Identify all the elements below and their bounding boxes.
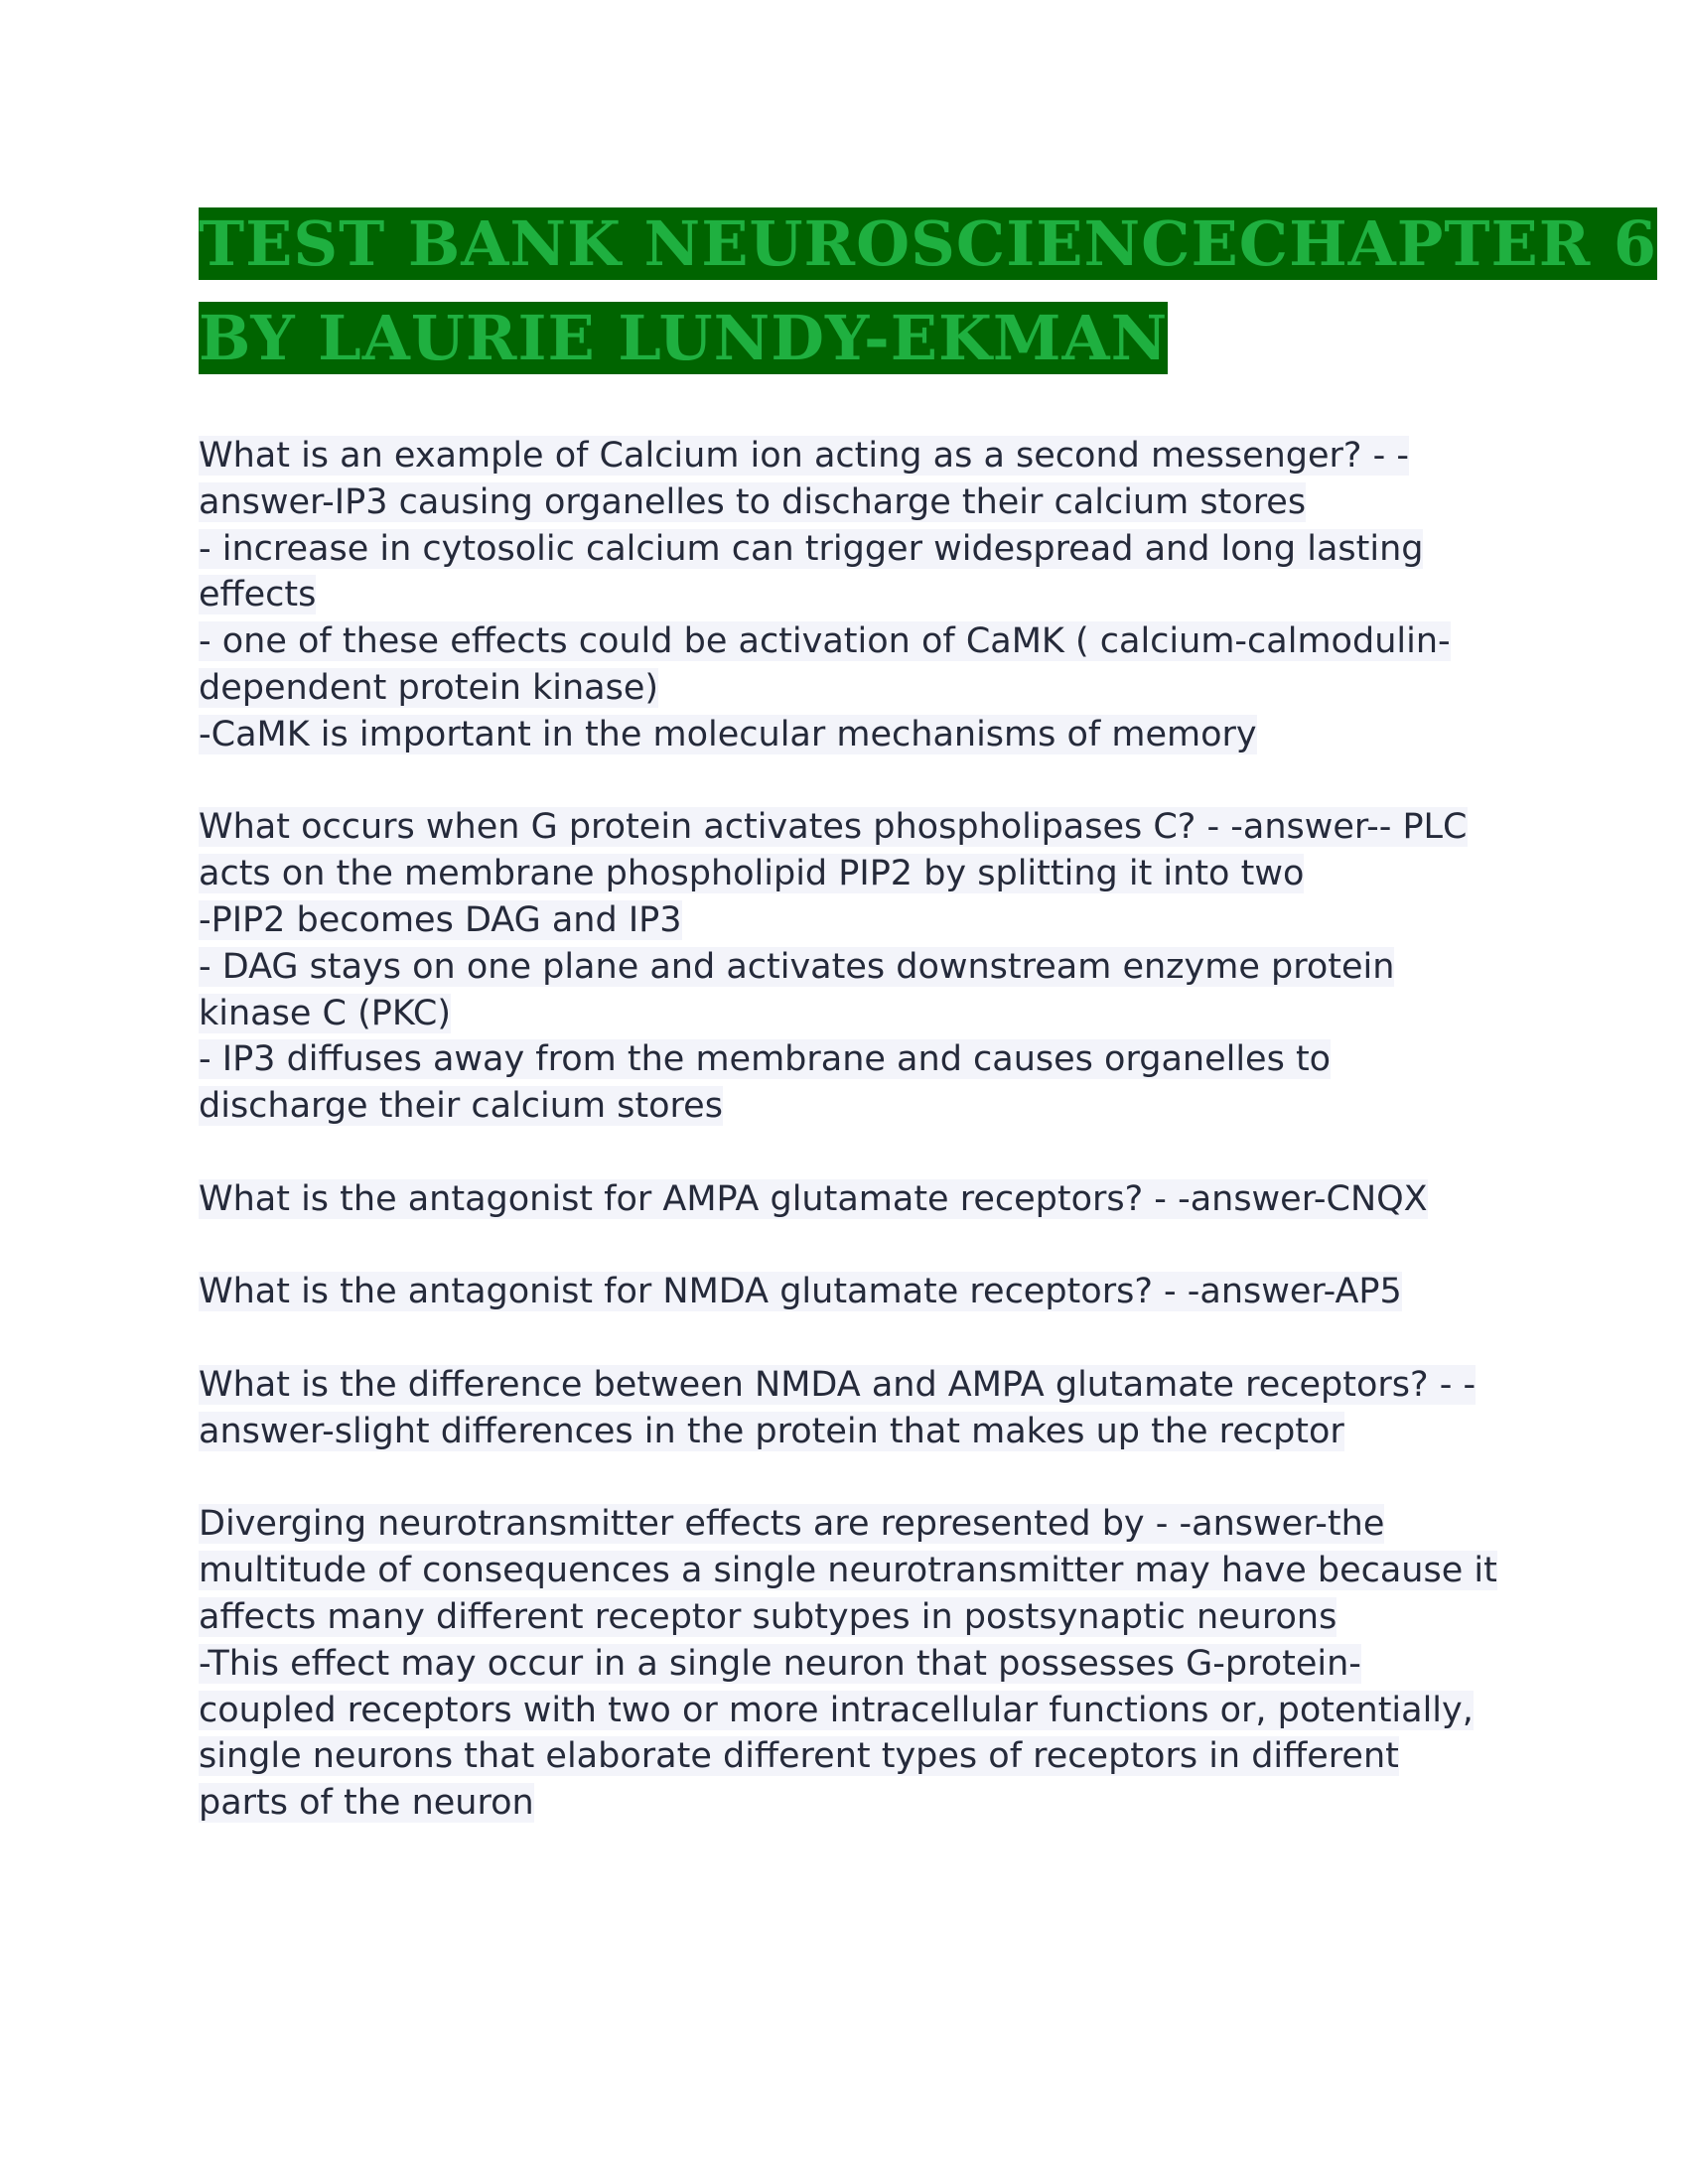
text-line: Diverging neurotransmitter effects are represented by - -answer-the xyxy=(199,1504,1385,1545)
text-line: -PIP2 becomes DAG and IP3 xyxy=(199,899,682,940)
text-line: answer-slight differences in the protein that makes up the recptor xyxy=(199,1411,1344,1451)
text-line: What is the difference between NMDA and AMPA glutamate receptors? - - xyxy=(199,1364,1477,1405)
qa-block xyxy=(199,433,1509,758)
text-line: discharge their calcium stores xyxy=(199,1086,723,1127)
document-title xyxy=(199,197,1658,385)
title-line: BY LAURIE LUNDY-EKMAN xyxy=(199,302,1169,374)
qa-block xyxy=(199,1501,1509,1827)
text-line: What is an example of Calcium ion acting as a second messenger? - - xyxy=(199,436,1410,476)
text-line: dependent protein kinase) xyxy=(199,667,659,708)
text-line: affects many different receptor subtypes in postsynaptic neurons xyxy=(199,1596,1337,1637)
text-line: -This effect may occur in a single neuron that possesses G-protein- xyxy=(199,1643,1361,1684)
text-line: - IP3 diffuses away from the membrane and causes organelles to xyxy=(199,1039,1332,1080)
text-line: What is the antagonist for AMPA glutamate receptors? - -answer-CNQX xyxy=(199,1178,1428,1219)
text-line: multitude of consequences a single neurotransmitter may have because it xyxy=(199,1551,1497,1591)
title-line: TEST BANK NEUROSCIENCECHAPTER 6 xyxy=(199,207,1658,280)
text-line: - one of these effects could be activation of CaMK ( calcium-calmodulin- xyxy=(199,621,1451,662)
qa-block xyxy=(199,804,1509,1130)
text-line: -CaMK is important in the molecular mechanisms of memory xyxy=(199,714,1257,754)
text-line: parts of the neuron xyxy=(199,1783,534,1824)
document-body xyxy=(199,433,1509,1873)
text-line: What occurs when G protein activates phospholipases C? - -answer-- PLC xyxy=(199,807,1468,848)
text-line: - increase in cytosolic calcium can trigger widespread and long lasting xyxy=(199,528,1424,569)
text-line: coupled receptors with two or more intracellular functions or, potentially, xyxy=(199,1690,1474,1730)
text-line: acts on the membrane phospholipid PIP2 by splitting it into two xyxy=(199,854,1305,894)
text-line: What is the antagonist for NMDA glutamate receptors? - -answer-AP5 xyxy=(199,1272,1402,1312)
text-line: single neurons that elaborate different types of receptors in different xyxy=(199,1736,1399,1777)
qa-block xyxy=(199,1176,1509,1223)
text-line: effects xyxy=(199,575,317,615)
text-line: - DAG stays on one plane and activates downstream enzyme protein xyxy=(199,946,1395,987)
text-line: answer-IP3 causing organelles to discharge their calcium stores xyxy=(199,481,1307,522)
qa-block xyxy=(199,1362,1509,1455)
text-line: kinase C (PKC) xyxy=(199,993,451,1033)
qa-block xyxy=(199,1269,1509,1315)
